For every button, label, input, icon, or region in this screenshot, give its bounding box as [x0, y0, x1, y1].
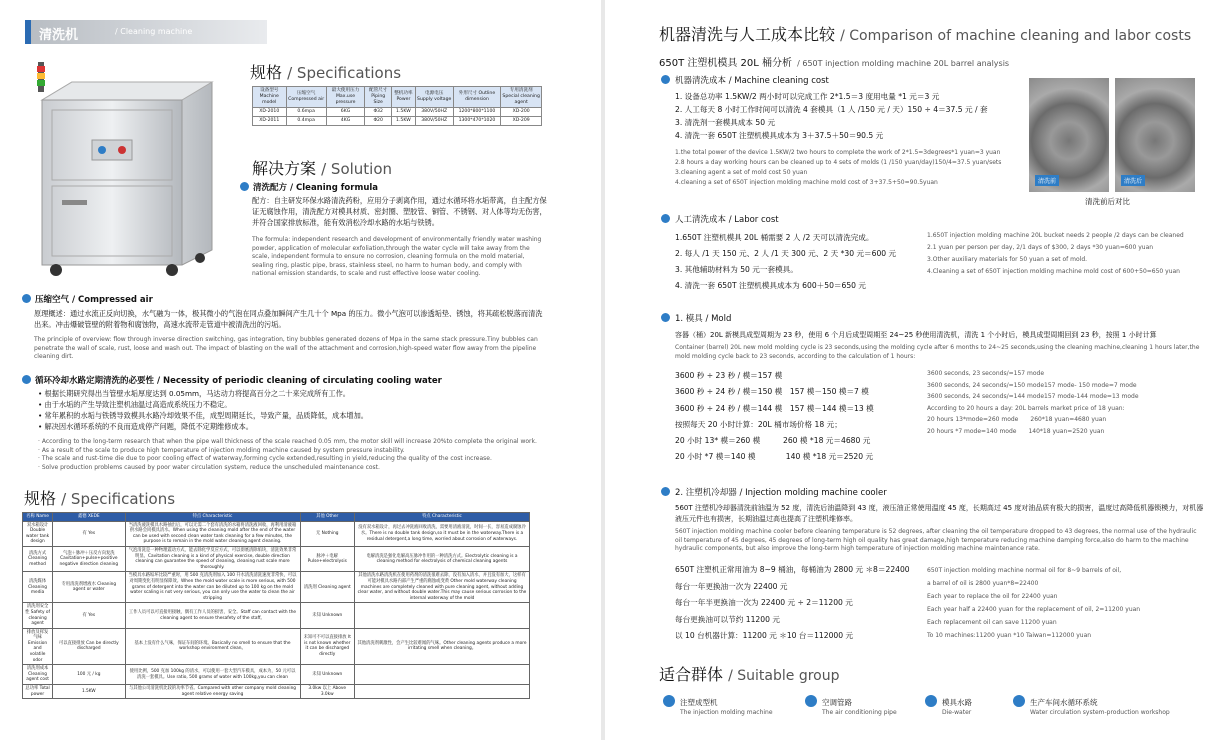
- cooler-calc-cn: [675, 562, 910, 645]
- labor-en-line: 3.Other auxiliary materials for 50 yuan a set of mold.: [927, 256, 1088, 263]
- mold-calc-cn-line: 20 小时 *7 模＝140 模 140 模 *18 元＝2520 元: [675, 452, 874, 462]
- spec-title: [250, 60, 401, 83]
- necessity-en-item: · As a result of the scale to produce high temperature of injection molding machine caused by system pressure instability.: [38, 446, 405, 454]
- mold-calc-cn-line: 3600 秒 ÷ 24 秒 / 模＝150 模 157 模－150 模＝7 模: [675, 387, 869, 397]
- spec-cell: 380V/50HZ: [415, 108, 453, 117]
- group-icon: [925, 695, 937, 707]
- bullet-icon: [661, 75, 670, 84]
- comparison-header-cell: 特点 Characteristic: [125, 513, 300, 522]
- group-item-cn: 模具水路: [942, 698, 972, 707]
- spec2-title: [24, 486, 175, 509]
- mold-calc-cn-line: 3600 秒 ÷ 23 秒 / 模＝157 模: [675, 371, 783, 380]
- mold-calc-en-line: 3600 seconds, 24 seconds/=144 mode157 mode-144 mode=13 mode: [927, 393, 1139, 401]
- photo-after-label: 清洗后: [1121, 175, 1145, 186]
- spec-title-cn: 规格: [250, 63, 283, 82]
- group-item: [663, 690, 773, 716]
- bullet-icon: [22, 294, 31, 303]
- header-cn: 清洗机: [39, 28, 79, 43]
- cooler-calc-en-line: Each year to replace the oil for 22400 yuan: [927, 593, 1058, 600]
- right-subtitle-cn: 650T 注塑机模具 20L 桶分析: [659, 58, 793, 69]
- comparison-cell: 当模具水路垢坏比较严重时，用 500 克清洗剂加入 100 升水清洗清洗速度非常快，可以对周期变化有明显保障效。When the mold water scale is more serious, with 500 grams of detergent into the water can be diluted up to 100 kg on the mold water scaling is not very serious, you can only use the water to clean the air stripping: [125, 572, 300, 603]
- spec-header-cell: 外形尺寸 Outline dimension: [453, 87, 501, 108]
- labor-cn-line: 4. 清洗一套 650T 注塑机模具成本为 600＋50＝650 元: [675, 281, 867, 290]
- bullet-icon: [661, 313, 670, 322]
- group-icon: [805, 695, 817, 707]
- spec-header-cell: 设备型号 Machine model: [253, 87, 287, 108]
- group-item-cn: 生产车间水循环系统: [1030, 698, 1098, 707]
- cooler-calc-cn-line: 每台一年更换油一次为 22400 元: [675, 581, 788, 591]
- machine-cost-cn: [675, 90, 988, 142]
- formula-en: The formula: independent research and development of environmentally friendly water washing powder, application of molecular exfoliation,through the water cycle will take away from the scale, independent formula to ensure no corrosion, cleaning formula on the mold material, sealing ring, plastic pipe, brass, stainless steel, no harm to human body, and comply with national emission standards, to scale and rust effective loose water cooling.: [252, 236, 542, 278]
- left-page: [0, 0, 600, 740]
- group-item-en: The injection molding machine: [680, 709, 773, 716]
- necessity-en: [38, 438, 558, 472]
- necessity-heading-text: 循环冷却水路定期清洗的必要性 / Necessity of periodic cleaning of circulating cooling water: [35, 376, 442, 386]
- spec2-title-en: / Specifications: [61, 490, 176, 508]
- comparison-cell: 未知 Unknown: [300, 665, 355, 685]
- labor-cn-line: 1.650T 注塑机模具 20L 桶需要 2 人 /2 天可以清洗完成。: [675, 233, 874, 242]
- spec-cell: 0.6mpa: [286, 108, 326, 117]
- machine-cost-cn-line: 1. 设备总功率 1.5KW/2 两小时可以完成工作 2*1.5＝3 度用电量 *1 元＝3 元: [675, 92, 940, 101]
- mold-calc-en: [927, 368, 1139, 438]
- cooler-calc-en-line: To 10 machines:11200 yuan *10 Taiwan=112000 yuan: [927, 632, 1092, 639]
- spec-cell: 1300*470*1020: [453, 117, 501, 126]
- comparison-row: [23, 603, 530, 628]
- section-header-bar: [25, 20, 267, 44]
- air-en: The principle of overview: flow through inverse direction switching, gas integration, tiny bubbles generated dozens of Mpa in the same stack pressure.Tiny bubbles can penetrate the wall of scale, rust, loose and wash out. The impact of blasting on the wall of the attachment and corrosion,high-speed water flow away from the pipeline cleaning dirt.: [34, 336, 538, 361]
- spec-title-en: / Specifications: [287, 64, 402, 82]
- bullet-icon: [661, 487, 670, 496]
- header-accent-block: [25, 20, 31, 44]
- necessity-en-item: · According to the long-term research that when the pipe wall thickness of the scale reached 0.05 mm, the motor skill will increase 20%to complete the original work.: [38, 438, 537, 445]
- right-page: [607, 0, 1215, 740]
- comparison-cell: 未知 Unknown: [300, 603, 355, 628]
- mold-calc-en-line: 3600 seconds, 24 seconds/=150 mode157 mode- 150 mode=7 mode: [927, 381, 1137, 389]
- necessity-heading: [22, 374, 442, 386]
- comparison-header-cell: 鑫德 XEDE: [53, 513, 125, 522]
- bullet-icon: [661, 214, 670, 223]
- cooler-calc-cn-line: 每台更换油可以节约 11200 元: [675, 614, 780, 624]
- mold-calc-en-line: According to 20 hours a day: 20L barrels market price of 18 yuan:: [927, 404, 1125, 412]
- comparison-cell: 可以直接排放 Can be directly discharged: [53, 628, 125, 665]
- header-en: / Cleaning machine: [115, 27, 193, 36]
- formula-heading: [240, 181, 378, 193]
- comparison-cell: 有 Yes: [53, 521, 125, 546]
- group-title-cn: 适合群体: [659, 665, 724, 684]
- comparison-cell: 工作人员可以可直接用接触，偶有工作人员的损害，安全。Staff can contact with the cleaning agent to ensure thesafety of the staff。: [125, 603, 300, 628]
- labor-en-line: 1.650T injection molding machine 20L bucket needs 2 people /2 days can be cleaned: [927, 232, 1184, 239]
- labor-en: [927, 230, 1184, 278]
- necessity-cn-item: • 常年累积的水垢与铁锈导致模具水路冷却效果不佳，成型周期延长，导致产量，品质降低，成本增加。: [38, 410, 548, 421]
- labor-cn-line: 2. 每人 /1 天 150 元、2 人 /1 天 300 元、2 天 *30 元＝600 元: [675, 249, 897, 258]
- photo-before: [1029, 78, 1109, 192]
- cooler-heading-text: 2. 注塑机冷却器 / Injection molding machine cooler: [675, 488, 887, 498]
- comparison-cell: 气泡＋脉冲＋压反方向复洗 Cavitation+pulse+positive negative direction cleaning: [53, 546, 125, 571]
- labor-cn: [675, 230, 896, 294]
- comparison-cell: 其他清洗剂刺激性，会产生比较难闻的气味。Other cleaning agents produce a more irritating smell when cleaning。: [355, 628, 530, 665]
- comparison-cell: [355, 665, 530, 685]
- comparison-cell: 清洗方式 Cleaning method: [23, 546, 53, 571]
- comparison-cell: 未知可不可以直接排放 It is not known whether it can be discharged directly: [300, 628, 355, 665]
- right-title: [659, 22, 1191, 45]
- spec-header-cell: 压缩空气 Compressed air: [286, 87, 326, 108]
- right-title-en: / Comparison of machine cleaning and labor costs: [840, 28, 1192, 44]
- comparison-cell: 清洗剂 Cleaning agent: [300, 572, 355, 603]
- solution-title-cn: 解决方案: [252, 159, 317, 178]
- cooler-en: 560T injection molding machine cooler before cleaning temperature is 52 degrees, after cleaning the oil temperature dropped to 43 degrees, the normal use of the hydraulic oil temperature of 45 degrees, 45 degrees of long-term high oil quality has great damage,high temperature reducing machine damping force,also do harm to the machine hydraulic components, but also improve the long-term high temperature of injection molding machine maintenance rate.: [675, 528, 1197, 553]
- labor-en-line: 4.Cleaning a set of 650T injection molding machine mold cost of 600+50=650 yuan: [927, 268, 1180, 275]
- right-title-cn: 机器清洗与人工成本比较: [659, 25, 836, 44]
- comparison-cell: 脉冲＋电解 Pulse+electrolysis: [300, 546, 355, 571]
- spec-header-cell: 配管尺寸 Piping Size: [365, 87, 392, 108]
- comparison-table: [22, 512, 530, 699]
- cooler-calc-en-line: Each year half a 22400 yuan for the replacement of oil, 2=11200 yuan: [927, 606, 1141, 613]
- comparison-cell: [355, 685, 530, 699]
- group-item: [1013, 690, 1170, 716]
- bullet-icon: [240, 182, 249, 191]
- machine-cost-cn-line: 4. 清洗一套 650T 注塑机模具成本为 3＋37.5＋50＝90.5 元: [675, 131, 884, 140]
- machine-cost-cn-line: 2. 人工每天 8 小时工作时间可以清洗 4 套模具（1 人 /150 元 / 天）150 ÷ 4＝37.5 元 / 套: [675, 105, 988, 114]
- group-item: [925, 690, 972, 716]
- necessity-cn-item: • 由于水垢的产生导致注塑机油温过高造成系统压力不稳定。: [38, 399, 548, 410]
- bullet-icon: [22, 375, 31, 384]
- spec-cell: 6KG: [326, 108, 365, 117]
- machine-cost-en-line: 3.cleaning agent a set of mold cost 50 yuan: [675, 169, 808, 176]
- spec-cell: 1.5KW: [392, 108, 416, 117]
- spec-row: [253, 108, 542, 117]
- cleaning-machine-image: [32, 60, 220, 278]
- cooler-cn: 560T 注塑机冷却器清洗前油温为 52 度，清洗后油温降到 43 度，液压油正常使用温度 45 度，长期高过 45 度对油品质有极大的损害，温度过高降低机器锁模力，对机器液压元件也有损害，长期油温过高也提高了注塑机维修率。: [675, 504, 1204, 523]
- labor-heading: [661, 213, 779, 225]
- comparison-cell: 3.0kw 以上 Above 3.0kw: [300, 685, 355, 699]
- group-list: [663, 690, 1213, 718]
- comparison-cell: 双水箱设计 Double water tank design: [23, 521, 53, 546]
- group-icon: [1013, 695, 1025, 707]
- comparison-cell: 气泡清洗是一种物理震动方式，能去除化学反应方式，可以彻底清除垢块，清洗效果非常明显。Cavitation cleaning is a kind of physical exercise, double direction cleaning can guarantee the speed of cleaning, cleaning rust scale more thoroughly.: [125, 546, 300, 571]
- spec-cell: Φ20: [365, 117, 392, 126]
- comparison-cell: 无 Nothing: [300, 521, 355, 546]
- comparison-cell: 使用比例，500 克加 100kg 的清水，可以使用一套大型汽车模具，成本为，50 元可以清洗一套模具。Use ratio, 500 grams of water with 100kg,you can clean: [125, 665, 300, 685]
- cooler-heading: [661, 486, 887, 498]
- spec-cell: 0.4mpa: [286, 117, 326, 126]
- necessity-cn-item: • 根据长期研究得出当管壁水垢厚度达到 0.05mm，马达动力将提高百分之二十来完成所有工作。: [38, 388, 548, 399]
- right-subtitle: [659, 51, 1009, 70]
- machine-cost-en-line: 1.the total power of the device 1.5KW/2 two hours to complete the work of 2*1.5=3degrees*1 yuan=3 yuan: [675, 149, 1001, 156]
- photo-caption: 清洗前后对比: [1085, 197, 1130, 206]
- comparison-cell: 排放及挥发气味 Emission and volatile odor: [23, 628, 53, 665]
- comparison-cell: 其他清洗水路清洗机在使用药剂的清洗很难去除，没有加入清水，并且没有加大，这样有可能对模具水路内部产生严重的腐蚀或变黄 Other mold waterway cleaning machines are completely cleaned with pure cleaning agent, without adding clear water, and without double water.This may cause serious corrosion to the internal waterway of the mold: [355, 572, 530, 603]
- page-divider: [601, 0, 605, 740]
- spec-header-cell: 专用清洗剂 Special cleaning agent: [501, 87, 542, 108]
- machine-cost-en-line: 2.8 hours a day working hours can be cleaned up to 4 sets of molds (1 /150 yuan/day)150/4=37.5 yuan/sets: [675, 159, 1002, 166]
- machine-cost-heading-text: 机器清洗成本 / Machine cleaning cost: [675, 76, 829, 86]
- necessity-en-item: · The scale and rust-time die due to poor cooling effect of waterway,forming cycle extended,resulting in yield,reducing the quality of the cost increase.: [38, 455, 492, 463]
- spec-cell: 4KG: [326, 117, 365, 126]
- cooler-calc-en-line: a barrel of oil is 2800 yuan*8=22400: [927, 580, 1039, 587]
- air-heading-text: 压缩空气 / Compressed air: [35, 295, 153, 305]
- comparison-cell: 与其他公司清洗机比较的功率节省。Compared with other company mold cleaning agent relative energy saving: [125, 685, 300, 699]
- group-item-cn: 注塑成型机: [680, 698, 718, 707]
- necessity-en-item: · Solve production problems caused by poor water circulation system, reduce the unscheduled maintenance cost.: [38, 463, 380, 471]
- spec-header-cell: 最大使用压力 Max.use pressure: [326, 87, 365, 108]
- photo-before-label: 清洗前: [1035, 175, 1059, 186]
- mold-en: Container (barrel) 20L new mold molding cycle is 23 seconds,using the molding cycle after 6 months to 24~25 seconds,using the cleaning machine,cleaning 1 hours later,the mold molding cycle back to 23 seconds, according to the calculation of 1 hours:: [675, 344, 1200, 360]
- mold-calc-en-line: 20 hours 13*mode=260 mode 260*18 yuan=4680 yuan: [927, 416, 1107, 424]
- group-item-en: Die-water: [942, 709, 972, 716]
- comparison-row: [23, 572, 530, 603]
- comparison-row: [23, 685, 530, 699]
- machine-cost-heading: [661, 74, 829, 86]
- comparison-cell: 总功率 Total power: [23, 685, 53, 699]
- mold-calc-en-line: 3600 seconds, 23 seconds/=157 mode: [927, 370, 1045, 377]
- group-icon: [663, 695, 675, 707]
- comparison-cell: 专用清洗剂增液水 Cleaning agent or water: [53, 572, 125, 603]
- group-item-cn: 空调管路: [822, 698, 852, 707]
- mold-cn: 容器（桶）20L 新模具成型周期为 23 秒，使用 6 个月后成型周期至 24~25 秒使用清洗机，清洗 1 个小时后，模具成型周期回到 23 秒，按照 1 小时计算: [675, 331, 1157, 339]
- right-subtitle-en: / 650T injection molding machine 20L barrel analysis: [797, 59, 1010, 68]
- comparison-row: [23, 665, 530, 685]
- comparison-cell: 清洗剂安全性 Safety of cleaning agent: [23, 603, 53, 628]
- formula-cn: 配方：自主研发环保水路清洗药粉，应用分子剥离作用，通过水循环将水垢带离，自主配方保证无腐蚀作用，清洗配方对模具材质、密封圈、塑胶管、铜管、不锈钢、对人体等均无伤害，并符合国家排放标准，能有效消松冷却水路的水垢与铁锈。: [252, 196, 547, 227]
- spec-cell: XD-209: [501, 117, 542, 126]
- necessity-cn-list: [38, 388, 548, 432]
- labor-cn-line: 3. 其他辅助材料为 50 元一套模具。: [675, 265, 798, 274]
- cooler-calc-cn-line: 每台一年半更换油一次为 22400 元 ÷ 2＝11200 元: [675, 598, 853, 607]
- spec-cell: XD-2011: [253, 117, 287, 126]
- labor-heading-text: 人工清洗成本 / Labor cost: [675, 215, 779, 225]
- cooler-calc-en: [927, 564, 1140, 642]
- comparison-cell: 电解清洗是强化电解高压脉冲作用的一种清洗方式。Electrolytic cleaning is a cleaning method for electrolysis of chemical cleaning agents: [355, 546, 530, 571]
- spec-header-cell: 整机功率 Power: [392, 87, 416, 108]
- machine-cost-en-line: 4.cleaning a set of 650T injection molding machine mold cost of 3+37.5+50=90.5yuan: [675, 179, 938, 186]
- solution-title-en: / Solution: [321, 160, 393, 178]
- comparison-row: [23, 546, 530, 571]
- solution-title: [252, 156, 392, 179]
- spec-cell: 1.5KW: [392, 117, 416, 126]
- spec-cell: XD-200: [501, 108, 542, 117]
- mold-calc-cn: [675, 368, 874, 466]
- air-heading: [22, 293, 153, 305]
- labor-en-line: 2.1 yuan per person per day, 2/1 days of $300, 2 days *30 yuan=600 yuan: [927, 244, 1154, 251]
- spec-cell: 380V/50HZ: [415, 117, 453, 126]
- comparison-header-cell: 特点 Characteristic: [355, 513, 530, 522]
- group-item: [805, 690, 897, 716]
- group-title-en: / Suitable group: [728, 668, 840, 684]
- mold-calc-cn-line: 按照每天 20 小时计算：20L 桶市场价格 18 元；: [675, 419, 842, 429]
- comparison-cell: 当清洗液洗模具水路抽出后，可以无需二个套有清洗的水箱将清洗液回收，再利用清液箱供水路会同模具清水。When using the cleaning mold after the end of the water can be used with second clean water tank cleaning for a few minutes, the purpose is to remain in the mold water cleaning agent cleaning.: [125, 521, 300, 546]
- comparison-row: [23, 628, 530, 665]
- mold-heading-text: 1. 模具 / Mold: [675, 314, 732, 324]
- group-item-en: The air conditioning pipe: [822, 709, 897, 716]
- spec-cell: 1200*800*1100: [453, 108, 501, 117]
- cooler-calc-en-line: Each replacement oil can save 11200 yuan: [927, 619, 1057, 626]
- comparison-cell: 清洗剂成本 Cleaning agent cost: [23, 665, 53, 685]
- cooler-calc-cn-line: 650T 注塑机正常用油为 8~9 桶油，每桶油为 2800 元 ＊8＝22400: [675, 565, 910, 574]
- cooler-calc-cn-line: 以 10 台机器计算：11200 元 ＊10 台＝112000 元: [675, 631, 854, 640]
- comparison-cell: 1.5KW: [53, 685, 125, 699]
- spec-cell: Φ32: [365, 108, 392, 117]
- spec-cell: XD-2010: [253, 108, 287, 117]
- comparison-cell: 基本上没有什么气味，保证车间的环境。Basically no smell to ensure that the workshop environment clean。: [125, 628, 300, 665]
- comparison-cell: 没有双水箱设计，再过去冲洗液回收清洗，需要用清液清洗，时间一长，容易造成腐蚀冷水。There is no double tank design,so it must be in the waterway.There is a residual detergent,a long time, worried about corrosion of waterways.: [355, 521, 530, 546]
- group-item-en: Water circulation system-production workshop: [1030, 709, 1170, 716]
- cooler-calc-en-line: 650T injection molding machine normal oil for 8~9 barrels of oil,: [927, 567, 1122, 574]
- comparison-cell: 清洗媒体 Cleaning media: [23, 572, 53, 603]
- spec-row: [253, 117, 542, 126]
- spec-table: [252, 86, 542, 126]
- comparison-cell: [355, 603, 530, 628]
- group-title: [659, 662, 840, 685]
- spec2-title-cn: 规格: [24, 489, 57, 508]
- comparison-cell: 100 元 / kg: [53, 665, 125, 685]
- spec-header-cell: 电源电压 Supply voltage: [415, 87, 453, 108]
- air-cn: 原理概述：通过水流正反向切换，水气融为一体，极其微小的气泡在同点叠加瞬间产生几十个 Mpa 的压力。微小气泡可以渗透垢垫、锈蚀，将其疏松脱落而清洗出来。冲击爆破管壁的附着物和腐蚀物，高速水流带走管道中被清洗出的污垢。: [34, 309, 543, 329]
- comparison-header-cell: 其他 Other: [300, 513, 355, 522]
- mold-calc-en-line: 20 hours *7 mode=140 mode 140*18 yuan=2520 yuan: [927, 427, 1105, 435]
- comparison-cell: 有 Yes: [53, 603, 125, 628]
- comparison-row: [23, 521, 530, 546]
- machine-cost-cn-line: 3. 清洗剂一套模具成本 50 元: [675, 118, 776, 127]
- mold-heading: [661, 312, 731, 324]
- formula-heading-text: 清洗配方 / Cleaning formula: [253, 183, 379, 193]
- photo-after: [1115, 78, 1195, 192]
- machine-cost-en: [675, 148, 1001, 188]
- comparison-header-cell: 名称 Name: [23, 513, 53, 522]
- mold-calc-cn-line: 20 小时 13* 模＝260 模 260 模 *18 元＝4680 元: [675, 436, 871, 446]
- necessity-cn-item: • 解决因水循环系统的不良而造成停产问题，降低不定期维修成本。: [38, 421, 548, 432]
- mold-calc-cn-line: 3600 秒 ÷ 24 秒 / 模＝144 模 157 模－144 模＝13 模: [675, 403, 874, 413]
